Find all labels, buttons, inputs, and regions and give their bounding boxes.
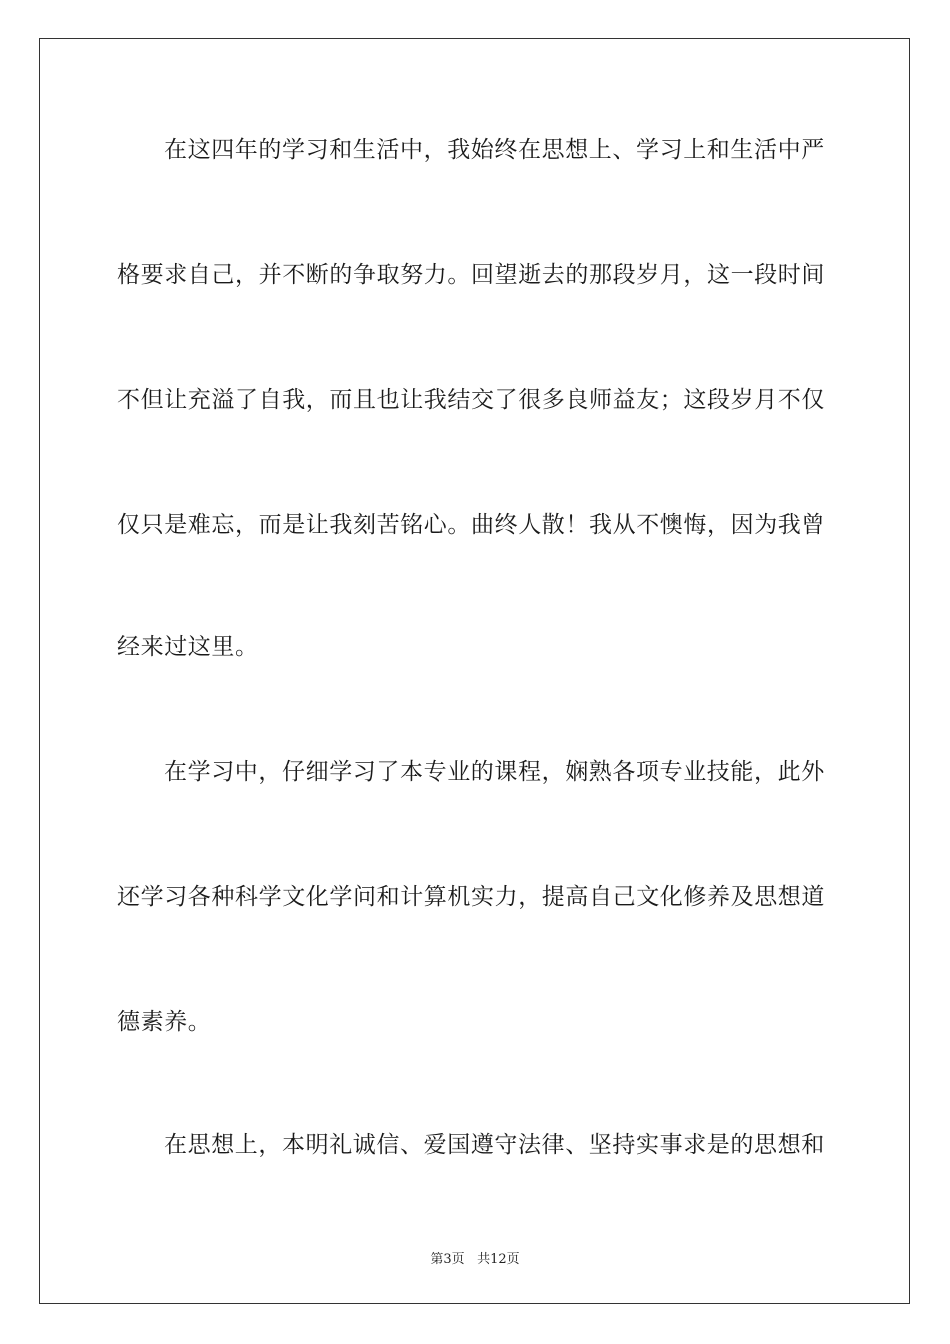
paragraph-1-line-4: 仅只是难忘，而是让我刻苦铭心。曲终人散！我从不懊悔，因为我曾 <box>117 512 825 538</box>
paragraph-1-line-3: 不但让充溢了自我，而且也让我结交了很多良师益友；这段岁月不仅 <box>117 387 825 413</box>
paragraph-2-line-3: 德素养。 <box>117 1009 212 1035</box>
page-footer <box>0 1248 950 1267</box>
page-border <box>39 38 910 1304</box>
paragraph-3-line-1: 在思想上，本明礼诚信、爱国遵守法律、坚持实事求是的思想和 <box>164 1132 825 1158</box>
paragraph-2-line-2: 还学习各种科学文化学问和计算机实力，提高自己文化修养及思想道 <box>117 884 825 910</box>
paragraph-2-line-1: 在学习中，仔细学习了本专业的课程，娴熟各项专业技能，此外 <box>164 759 825 785</box>
page-total: 共12页 <box>477 1252 520 1267</box>
paragraph-1-line-5: 经来过这里。 <box>117 634 259 660</box>
page-number: 第3页 <box>430 1252 465 1267</box>
paragraph-1-line-1: 在这四年的学习和生活中，我始终在思想上、学习上和生活中严 <box>164 137 825 163</box>
paragraph-1-line-2: 格要求自己，并不断的争取努力。回望逝去的那段岁月，这一段时间 <box>117 262 825 288</box>
